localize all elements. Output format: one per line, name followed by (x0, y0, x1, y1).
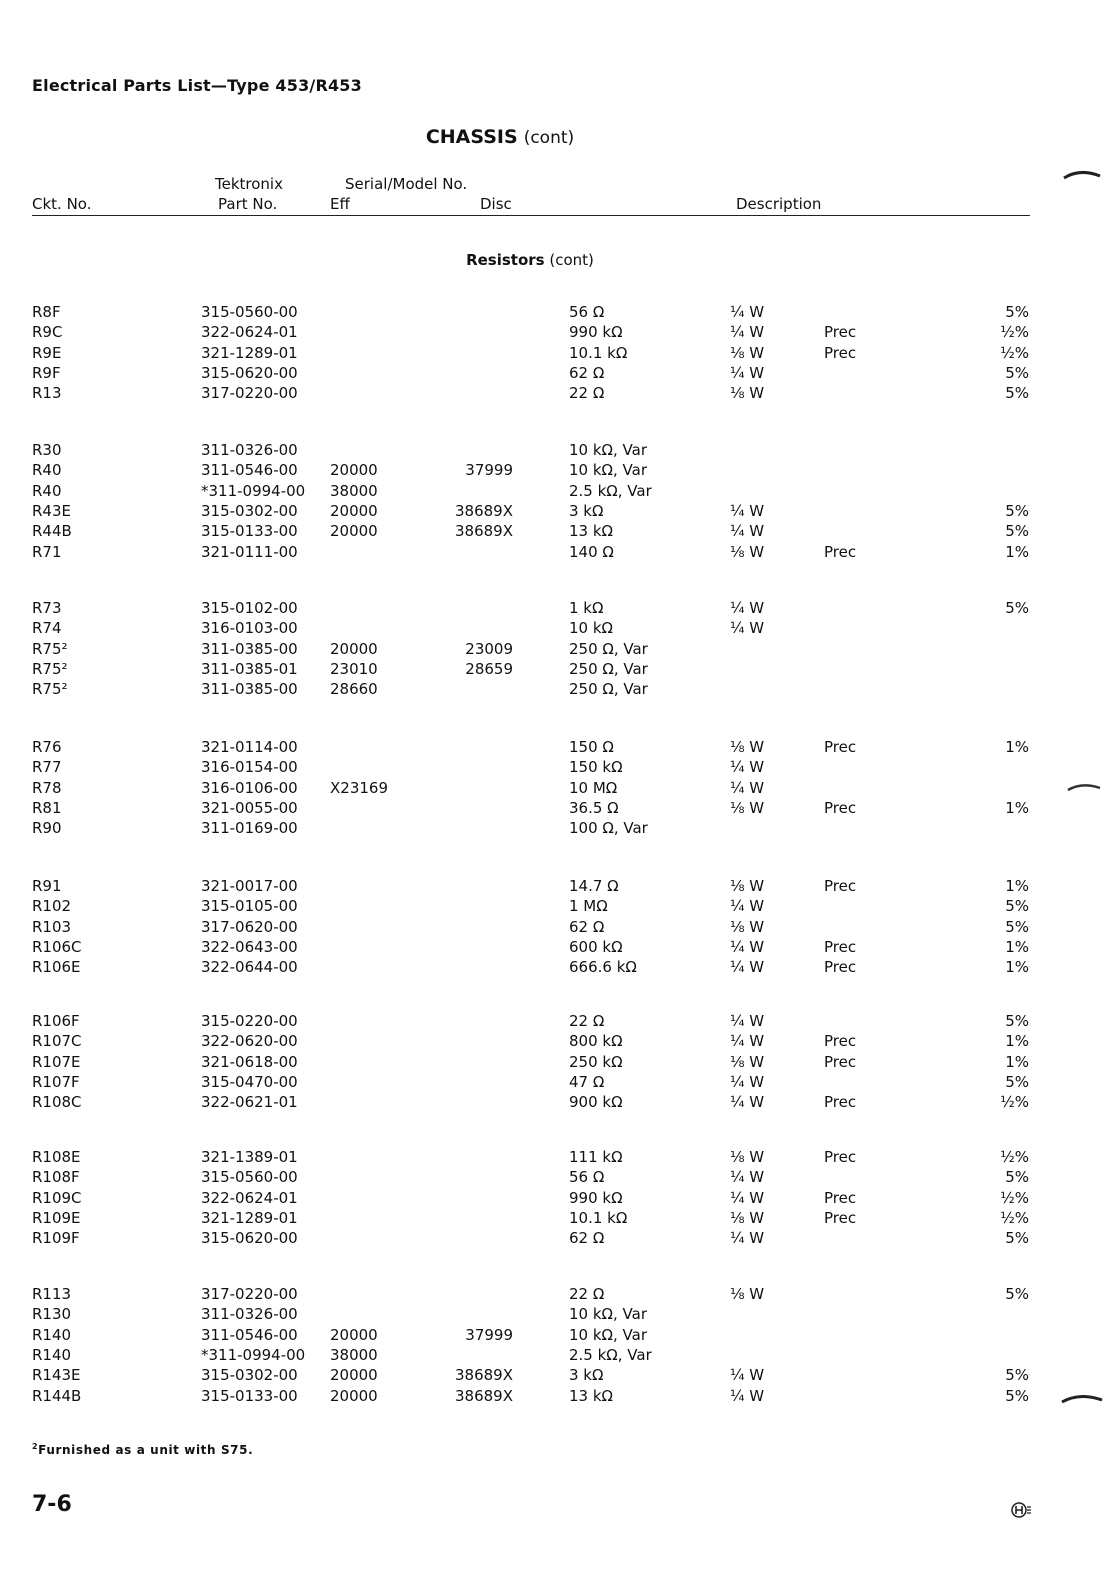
resistance-value: 800 kΩ (569, 1032, 623, 1051)
ckt-number: R109E (32, 1208, 81, 1227)
table-row (0, 1052, 1108, 1072)
precision-flag: Prec (824, 937, 857, 956)
table-row (0, 937, 1108, 957)
resistance-value: 47 Ω (569, 1072, 605, 1091)
wattage: ⅛ W (730, 542, 765, 561)
footnote-mark: 2 (32, 1442, 39, 1451)
table-row (0, 1284, 1108, 1304)
serial-eff: 20000 (330, 1366, 378, 1385)
table-row (0, 639, 1108, 659)
serial-eff: 38000 (330, 481, 378, 500)
part-number: 317-0220-00 (201, 384, 298, 403)
ckt-number: R73 (32, 599, 62, 617)
wattage: ⅛ W (730, 877, 765, 895)
serial-eff: 20000 (330, 501, 378, 520)
serial-eff: 20000 (330, 522, 378, 541)
resistance-value: 111 kΩ (569, 1148, 623, 1166)
table-row (0, 659, 1108, 679)
table-row (0, 1386, 1108, 1406)
part-number: 322-0621-01 (201, 1093, 298, 1112)
serial-eff: 20000 (330, 461, 378, 480)
serial-disc: 37999 (465, 1325, 513, 1344)
serial-eff: 20000 (330, 1325, 378, 1344)
table-row (0, 363, 1108, 383)
part-number: 322-0620-00 (201, 1032, 298, 1051)
wattage: ¼ W (730, 522, 765, 541)
ckt-number: R75² (32, 680, 68, 699)
col-head-part-no: Part No. (218, 195, 278, 213)
table-row (0, 598, 1108, 618)
table-row (0, 542, 1108, 562)
resistance-value: 600 kΩ (569, 937, 623, 956)
wattage: ⅛ W (730, 1148, 765, 1166)
footnote-text: Furnished as a unit with S75. (38, 1443, 254, 1457)
resistance-value: 2.5 kΩ, Var (569, 481, 652, 500)
tolerance: 5% (1005, 303, 1029, 321)
wattage: ¼ W (730, 1012, 765, 1030)
tolerance: 5% (1005, 1229, 1029, 1248)
ckt-number: R74 (32, 619, 62, 638)
resistance-value: 3 kΩ (569, 1366, 604, 1385)
part-number: 321-0111-00 (201, 542, 298, 561)
table-row (0, 957, 1108, 977)
part-number: 315-0560-00 (201, 303, 298, 321)
resistance-value: 140 Ω (569, 542, 614, 561)
tolerance: 5% (1005, 599, 1029, 617)
serial-disc: 38689X (455, 501, 513, 520)
table-row (0, 343, 1108, 363)
tolerance: 5% (1005, 1072, 1029, 1091)
resistance-value: 2.5 kΩ, Var (569, 1345, 652, 1364)
resistance-value: 62 Ω (569, 1229, 605, 1248)
wattage: ¼ W (730, 758, 765, 777)
wattage: ⅛ W (730, 917, 765, 936)
tolerance: 5% (1005, 522, 1029, 541)
wattage: ¼ W (730, 897, 765, 916)
part-number: 315-0102-00 (201, 599, 298, 617)
wattage: ¼ W (730, 1188, 765, 1207)
table-row (0, 440, 1108, 460)
ckt-number: R102 (32, 897, 72, 916)
part-number: 321-0055-00 (201, 798, 298, 817)
part-number: 316-0154-00 (201, 758, 298, 777)
table-row (0, 322, 1108, 342)
table-row (0, 1072, 1108, 1092)
ckt-number: R90 (32, 819, 62, 838)
part-number: 315-0133-00 (201, 522, 298, 541)
resistance-value: 250 Ω, Var (569, 680, 648, 699)
ckt-number: R143E (32, 1366, 81, 1385)
part-number: *311-0994-00 (201, 481, 306, 500)
part-number: 311-0546-00 (201, 461, 298, 480)
table-row (0, 778, 1108, 798)
table-row (0, 1365, 1108, 1385)
table-row (0, 1011, 1108, 1031)
edge-mark-top (1062, 166, 1102, 182)
table-row (0, 876, 1108, 896)
col-head-tektronix: Tektronix (215, 175, 283, 193)
ckt-number: R140 (32, 1345, 72, 1364)
precision-flag: Prec (824, 1052, 857, 1071)
tolerance: ½% (1000, 323, 1029, 342)
resistance-value: 10.1 kΩ (569, 1208, 628, 1227)
resistance-value: 990 kΩ (569, 323, 623, 342)
wattage: ¼ W (730, 1072, 765, 1091)
tolerance: ½% (1000, 1093, 1029, 1112)
resistance-value: 1 MΩ (569, 897, 608, 916)
tolerance: 5% (1005, 1168, 1029, 1187)
serial-disc: 38689X (455, 522, 513, 541)
part-number: 315-0133-00 (201, 1386, 298, 1405)
resistance-value: 10 kΩ (569, 619, 614, 638)
table-row (0, 1031, 1108, 1051)
tolerance: 1% (1005, 937, 1029, 956)
part-number: 311-0385-00 (201, 639, 298, 658)
tolerance: ½% (1000, 1188, 1029, 1207)
tolerance: ½% (1000, 1148, 1029, 1166)
part-number: 322-0624-01 (201, 1188, 298, 1207)
resistance-value: 62 Ω (569, 917, 605, 936)
part-number: 317-0620-00 (201, 917, 298, 936)
resistance-value: 10 kΩ, Var (569, 441, 647, 459)
serial-disc: 28659 (465, 659, 513, 678)
col-head-ckt: Ckt. No. (32, 195, 92, 213)
ckt-number: R8F (32, 303, 61, 321)
tolerance: 5% (1005, 1386, 1029, 1405)
part-number: 321-0017-00 (201, 877, 298, 895)
ckt-number: R43E (32, 501, 71, 520)
part-number: 315-0560-00 (201, 1168, 298, 1187)
tolerance: 1% (1005, 542, 1029, 561)
col-head-serial-model: Serial/Model No. (345, 175, 468, 193)
part-number: 316-0106-00 (201, 778, 298, 797)
ckt-number: R78 (32, 778, 62, 797)
precision-flag: Prec (824, 798, 857, 817)
part-number: 321-1289-01 (201, 343, 298, 362)
wattage: ⅛ W (730, 1208, 765, 1227)
resistance-value: 10 kΩ, Var (569, 461, 647, 480)
table-row (0, 383, 1108, 403)
precision-flag: Prec (824, 343, 857, 362)
ckt-number: R40 (32, 461, 62, 480)
wattage: ⅛ W (730, 1052, 765, 1071)
table-row (0, 798, 1108, 818)
resistance-value: 14.7 Ω (569, 877, 619, 895)
table-row (0, 1304, 1108, 1324)
ckt-number: R106F (32, 1012, 80, 1030)
tolerance: 1% (1005, 738, 1029, 756)
tolerance: 5% (1005, 384, 1029, 403)
serial-eff: 38000 (330, 1345, 378, 1364)
precision-flag: Prec (824, 542, 857, 561)
wattage: ¼ W (730, 958, 765, 977)
page-header: Electrical Parts List—Type 453/R453 (32, 76, 362, 95)
table-row (0, 1325, 1108, 1345)
tolerance: 5% (1005, 501, 1029, 520)
footnote (32, 1442, 253, 1457)
part-number: 315-0620-00 (201, 1229, 298, 1248)
precision-flag: Prec (824, 738, 857, 756)
resistance-value: 36.5 Ω (569, 798, 619, 817)
table-row (0, 521, 1108, 541)
wattage: ¼ W (730, 303, 765, 321)
serial-eff: X23169 (330, 778, 388, 797)
part-number: 321-0618-00 (201, 1052, 298, 1071)
resistance-value: 666.6 kΩ (569, 958, 637, 977)
resistance-value: 22 Ω (569, 1012, 605, 1030)
table-row (0, 1228, 1108, 1248)
ckt-number: R77 (32, 758, 62, 777)
wattage: ¼ W (730, 1229, 765, 1248)
precision-flag: Prec (824, 877, 857, 895)
serial-disc: 38689X (455, 1366, 513, 1385)
tektronix-logo-icon (1010, 1501, 1032, 1519)
tolerance: 1% (1005, 958, 1029, 977)
col-head-disc: Disc (480, 195, 512, 213)
part-number: 321-1389-01 (201, 1148, 298, 1166)
table-row (0, 917, 1108, 937)
tolerance: 1% (1005, 877, 1029, 895)
table-row (0, 737, 1108, 757)
ckt-number: R130 (32, 1305, 72, 1324)
edge-mark-bottom (1060, 1390, 1104, 1406)
serial-eff: 28660 (330, 680, 378, 699)
wattage: ¼ W (730, 363, 765, 382)
edge-mark-middle (1066, 780, 1102, 794)
part-number: 322-0643-00 (201, 937, 298, 956)
section-title-main: CHASSIS (425, 126, 518, 148)
wattage: ¼ W (730, 937, 765, 956)
resistance-value: 900 kΩ (569, 1093, 623, 1112)
precision-flag: Prec (824, 1148, 857, 1166)
ckt-number: R109C (32, 1188, 82, 1207)
part-number: 321-0114-00 (201, 738, 298, 756)
ckt-number: R40 (32, 481, 62, 500)
wattage: ¼ W (730, 1366, 765, 1385)
resistance-value: 22 Ω (569, 384, 605, 403)
table-row (0, 896, 1108, 916)
resistance-value: 250 kΩ (569, 1052, 623, 1071)
ckt-number: R44B (32, 522, 72, 541)
ckt-number: R144B (32, 1386, 82, 1405)
resistance-value: 250 Ω, Var (569, 659, 648, 678)
resistance-value: 250 Ω, Var (569, 639, 648, 658)
table-row (0, 679, 1108, 699)
wattage: ¼ W (730, 778, 765, 797)
col-head-description: Description (736, 195, 822, 213)
resistance-value: 10.1 kΩ (569, 343, 628, 362)
table-row (0, 1147, 1108, 1167)
wattage: ⅛ W (730, 738, 765, 756)
part-number: 315-0302-00 (201, 501, 298, 520)
part-number: 322-0644-00 (201, 958, 298, 977)
part-number: 311-0326-00 (201, 1305, 298, 1324)
table-row (0, 618, 1108, 638)
serial-eff: 23010 (330, 659, 378, 678)
ckt-number: R140 (32, 1325, 72, 1344)
part-number: 315-0220-00 (201, 1012, 298, 1030)
wattage: ¼ W (730, 323, 765, 342)
tolerance: 5% (1005, 1012, 1029, 1030)
part-number: 315-0470-00 (201, 1072, 298, 1091)
tolerance: 5% (1005, 363, 1029, 382)
part-number: 311-0326-00 (201, 441, 298, 459)
part-number: 316-0103-00 (201, 619, 298, 638)
tolerance: 1% (1005, 1052, 1029, 1071)
wattage: ¼ W (730, 599, 765, 617)
part-number: 321-1289-01 (201, 1208, 298, 1227)
wattage: ¼ W (730, 1386, 765, 1405)
table-row (0, 481, 1108, 501)
resistance-value: 13 kΩ (569, 1386, 614, 1405)
ckt-number: R109F (32, 1229, 80, 1248)
wattage: ⅛ W (730, 1285, 765, 1303)
section-title-suffix: (cont) (523, 128, 575, 148)
tolerance: 5% (1005, 917, 1029, 936)
part-number: 315-0105-00 (201, 897, 298, 916)
table-row (0, 1092, 1108, 1112)
resistance-value: 10 MΩ (569, 778, 618, 797)
resistance-value: 150 kΩ (569, 758, 623, 777)
ckt-number: R13 (32, 384, 62, 403)
wattage: ⅛ W (730, 798, 765, 817)
serial-eff: 20000 (330, 1386, 378, 1405)
table-row (0, 1167, 1108, 1187)
resistance-value: 10 kΩ, Var (569, 1305, 647, 1324)
part-number: 322-0624-01 (201, 323, 298, 342)
wattage: ¼ W (730, 1093, 765, 1112)
precision-flag: Prec (824, 1188, 857, 1207)
serial-disc: 38689X (455, 1386, 513, 1405)
resistance-value: 62 Ω (569, 363, 605, 382)
ckt-number: R81 (32, 798, 62, 817)
part-number: 315-0302-00 (201, 1366, 298, 1385)
ckt-number: R103 (32, 917, 72, 936)
ckt-number: R107C (32, 1032, 82, 1051)
table-row (0, 1345, 1108, 1365)
tolerance: ½% (1000, 343, 1029, 362)
part-number: 311-0169-00 (201, 819, 298, 838)
subsection-title-suffix: (cont) (549, 251, 594, 269)
page-number: 7-6 (32, 1492, 72, 1517)
precision-flag: Prec (824, 323, 857, 342)
table-row (0, 757, 1108, 777)
resistance-value: 1 kΩ (569, 599, 604, 617)
serial-eff: 20000 (330, 639, 378, 658)
part-number: 311-0546-00 (201, 1325, 298, 1344)
resistance-value: 990 kΩ (569, 1188, 623, 1207)
table-row (0, 460, 1108, 480)
part-number: 315-0620-00 (201, 363, 298, 382)
tolerance: 5% (1005, 897, 1029, 916)
tolerance: 1% (1005, 1032, 1029, 1051)
wattage: ⅛ W (730, 384, 765, 403)
tolerance: ½% (1000, 1208, 1029, 1227)
resistance-value: 56 Ω (569, 1168, 605, 1187)
table-row (0, 1188, 1108, 1208)
col-head-eff: Eff (330, 195, 350, 213)
ckt-number: R107E (32, 1052, 81, 1071)
resistance-value: 3 kΩ (569, 501, 604, 520)
wattage: ¼ W (730, 1032, 765, 1051)
ckt-number: R107F (32, 1072, 80, 1091)
tolerance: 5% (1005, 1366, 1029, 1385)
part-number: *311-0994-00 (201, 1345, 306, 1364)
ckt-number: R71 (32, 542, 62, 561)
ckt-number: R76 (32, 738, 62, 756)
ckt-number: R9C (32, 323, 63, 342)
ckt-number: R113 (32, 1285, 72, 1303)
part-number: 311-0385-01 (201, 659, 298, 678)
resistance-value: 13 kΩ (569, 522, 614, 541)
serial-disc: 23009 (465, 639, 513, 658)
wattage: ¼ W (730, 619, 765, 638)
part-number: 311-0385-00 (201, 680, 298, 699)
ckt-number: R9E (32, 343, 62, 362)
precision-flag: Prec (824, 1208, 857, 1227)
ckt-number: R108E (32, 1148, 81, 1166)
ckt-number: R106E (32, 958, 81, 977)
ckt-number: R108C (32, 1093, 82, 1112)
precision-flag: Prec (824, 1032, 857, 1051)
part-number: 317-0220-00 (201, 1285, 298, 1303)
table-row (0, 1208, 1108, 1228)
precision-flag: Prec (824, 1093, 857, 1112)
tolerance: 5% (1005, 1285, 1029, 1303)
ckt-number: R9F (32, 363, 61, 382)
ckt-number: R106C (32, 937, 82, 956)
subsection-title-main: Resistors (466, 251, 545, 269)
tolerance: 1% (1005, 798, 1029, 817)
wattage: ¼ W (730, 1168, 765, 1187)
table-row (0, 818, 1108, 838)
ckt-number: R108F (32, 1168, 80, 1187)
resistance-value: 56 Ω (569, 303, 605, 321)
ckt-number: R75² (32, 639, 68, 658)
resistance-value: 150 Ω (569, 738, 614, 756)
precision-flag: Prec (824, 958, 857, 977)
wattage: ¼ W (730, 501, 765, 520)
ckt-number: R30 (32, 441, 62, 459)
resistance-value: 10 kΩ, Var (569, 1325, 647, 1344)
resistance-value: 100 Ω, Var (569, 819, 648, 838)
ckt-number: R91 (32, 877, 62, 895)
ckt-number: R75² (32, 659, 68, 678)
serial-disc: 37999 (465, 461, 513, 480)
table-row (0, 302, 1108, 322)
table-row (0, 501, 1108, 521)
resistance-value: 22 Ω (569, 1285, 605, 1303)
wattage: ⅛ W (730, 343, 765, 362)
